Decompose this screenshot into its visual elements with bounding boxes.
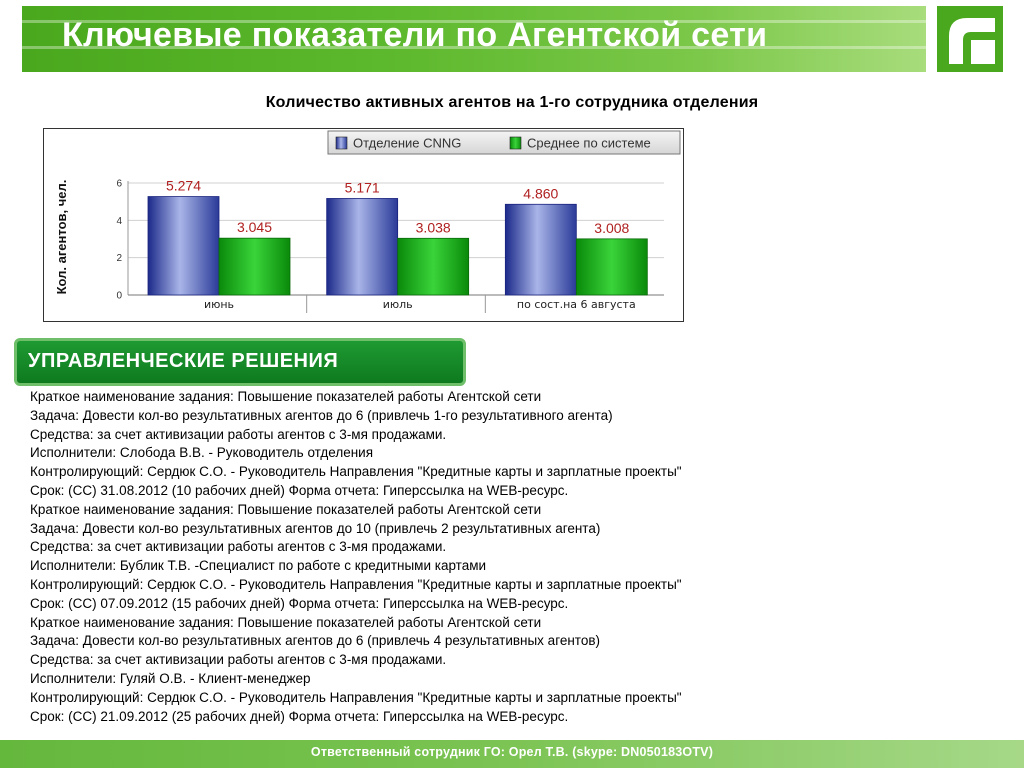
decision-line: Контролирующий: Сердюк С.О. - Руководитель Направления "Кредитные карты и зарплатные проекты" [30, 464, 682, 480]
y-tick-label: 2 [116, 253, 122, 265]
header-banner [22, 6, 926, 72]
bar-branch-2 [505, 204, 576, 295]
decision-line: Краткое наименование задания: Повышение показателей работы Агентской сети [30, 614, 542, 630]
x-tick-label: по сост.на 6 августа [516, 298, 636, 311]
y-tick-label: 4 [116, 215, 122, 227]
chart-heading: Количество активных агентов на 1-го сотрудника отделения [265, 94, 759, 111]
decision-line: Задача: Довести кол-во результативных агентов до 10 (привлечь 2 результативных агента) [30, 520, 601, 536]
bar-value-label: 5.171 [344, 179, 380, 196]
chart-legend [328, 131, 680, 154]
legend-swatch-branch [336, 137, 347, 149]
legend-label-average: Среднее по системе [527, 135, 651, 151]
decision-line: Срок: (СС) 21.09.2012 (25 рабочих дней) Форма отчета: Гиперссылка на WEB-ресурс. [30, 708, 569, 724]
x-tick-label: июль [382, 298, 413, 311]
y-tick-label: 6 [116, 178, 122, 190]
decision-line: Задача: Довести кол-во результативных агентов до 6 (привлечь 1-го результативного агента) [30, 407, 613, 423]
decision-line: Задача: Довести кол-во результативных агентов до 6 (привлечь 4 результативных агентов) [30, 633, 600, 649]
bar-value-label: 3.045 [236, 219, 273, 236]
decision-line: Краткое наименование задания: Повышение показателей работы Агентской сети [30, 389, 542, 404]
bar-branch-1 [327, 198, 398, 295]
decision-line: Срок: (СС) 31.08.2012 (10 рабочих дней) Форма отчета: Гиперссылка на WEB-ресурс. [30, 482, 569, 498]
footer-text: Ответственный сотрудник ГО: Орел Т.В. (skype: DN050183OTV) [310, 745, 714, 759]
decision-line: Исполнители: Слобода В.В. - Руководитель отделения [30, 445, 374, 461]
x-tick-labels [204, 295, 636, 313]
page-title: Ключевые показатели по Агентской сети [62, 16, 768, 54]
chart-frame [43, 128, 684, 322]
decision-line: Исполнители: Бублик Т.В. -Специалист по работе с кредитными картами [30, 558, 487, 574]
bar-value-label: 3.038 [415, 219, 451, 236]
bank-logo [937, 6, 1003, 72]
decision-line: Контролирующий: Сердюк С.О. - Руководитель Направления "Кредитные карты и зарплатные проекты" [30, 689, 682, 705]
legend-swatch-average [510, 137, 521, 149]
x-tick-label: июнь [203, 298, 235, 311]
bar-value-label: 5.274 [165, 177, 202, 194]
logo-icon [937, 6, 1003, 72]
decision-line: Контролирующий: Сердюк С.О. - Руководитель Направления "Кредитные карты и зарплатные проекты" [30, 576, 682, 592]
bar-average-2 [576, 239, 647, 295]
bar-average-1 [398, 238, 469, 295]
decision-line: Краткое наименование задания: Повышение показателей работы Агентской сети [30, 501, 542, 517]
y-tick-label: 0 [116, 290, 122, 302]
bar-chart [44, 129, 683, 321]
decisions-header [14, 338, 466, 386]
y-axis-label: Кол. агентов, чел. [54, 179, 69, 295]
chart-bars [148, 197, 647, 295]
decision-line: Средства: за счет активизации работы агентов с 3-мя продажами. [30, 652, 447, 668]
decision-line: Срок: (СС) 07.09.2012 (15 рабочих дней) Форма отчета: Гиперссылка на WEB-ресурс. [30, 595, 569, 611]
bar-average-0 [219, 238, 290, 295]
decision-line: Средства: за счет активизации работы агентов с 3-мя продажами. [30, 426, 447, 442]
decision-line: Исполнители: Гуляй О.В. - Клиент-менеджер [30, 670, 311, 686]
bar-branch-0 [148, 197, 219, 295]
legend-label-branch: Отделение CNNG [353, 135, 462, 151]
decisions-title: УПРАВЛЕНЧЕСКИЕ РЕШЕНИЯ [28, 350, 339, 372]
decisions-list [30, 388, 1010, 726]
footer-bar [0, 740, 1024, 768]
bar-value-label: 3.008 [594, 219, 630, 236]
decision-line: Средства: за счет активизации работы агентов с 3-мя продажами. [30, 539, 447, 555]
bar-value-label: 4.860 [523, 185, 559, 202]
y-tick-labels [116, 179, 122, 302]
